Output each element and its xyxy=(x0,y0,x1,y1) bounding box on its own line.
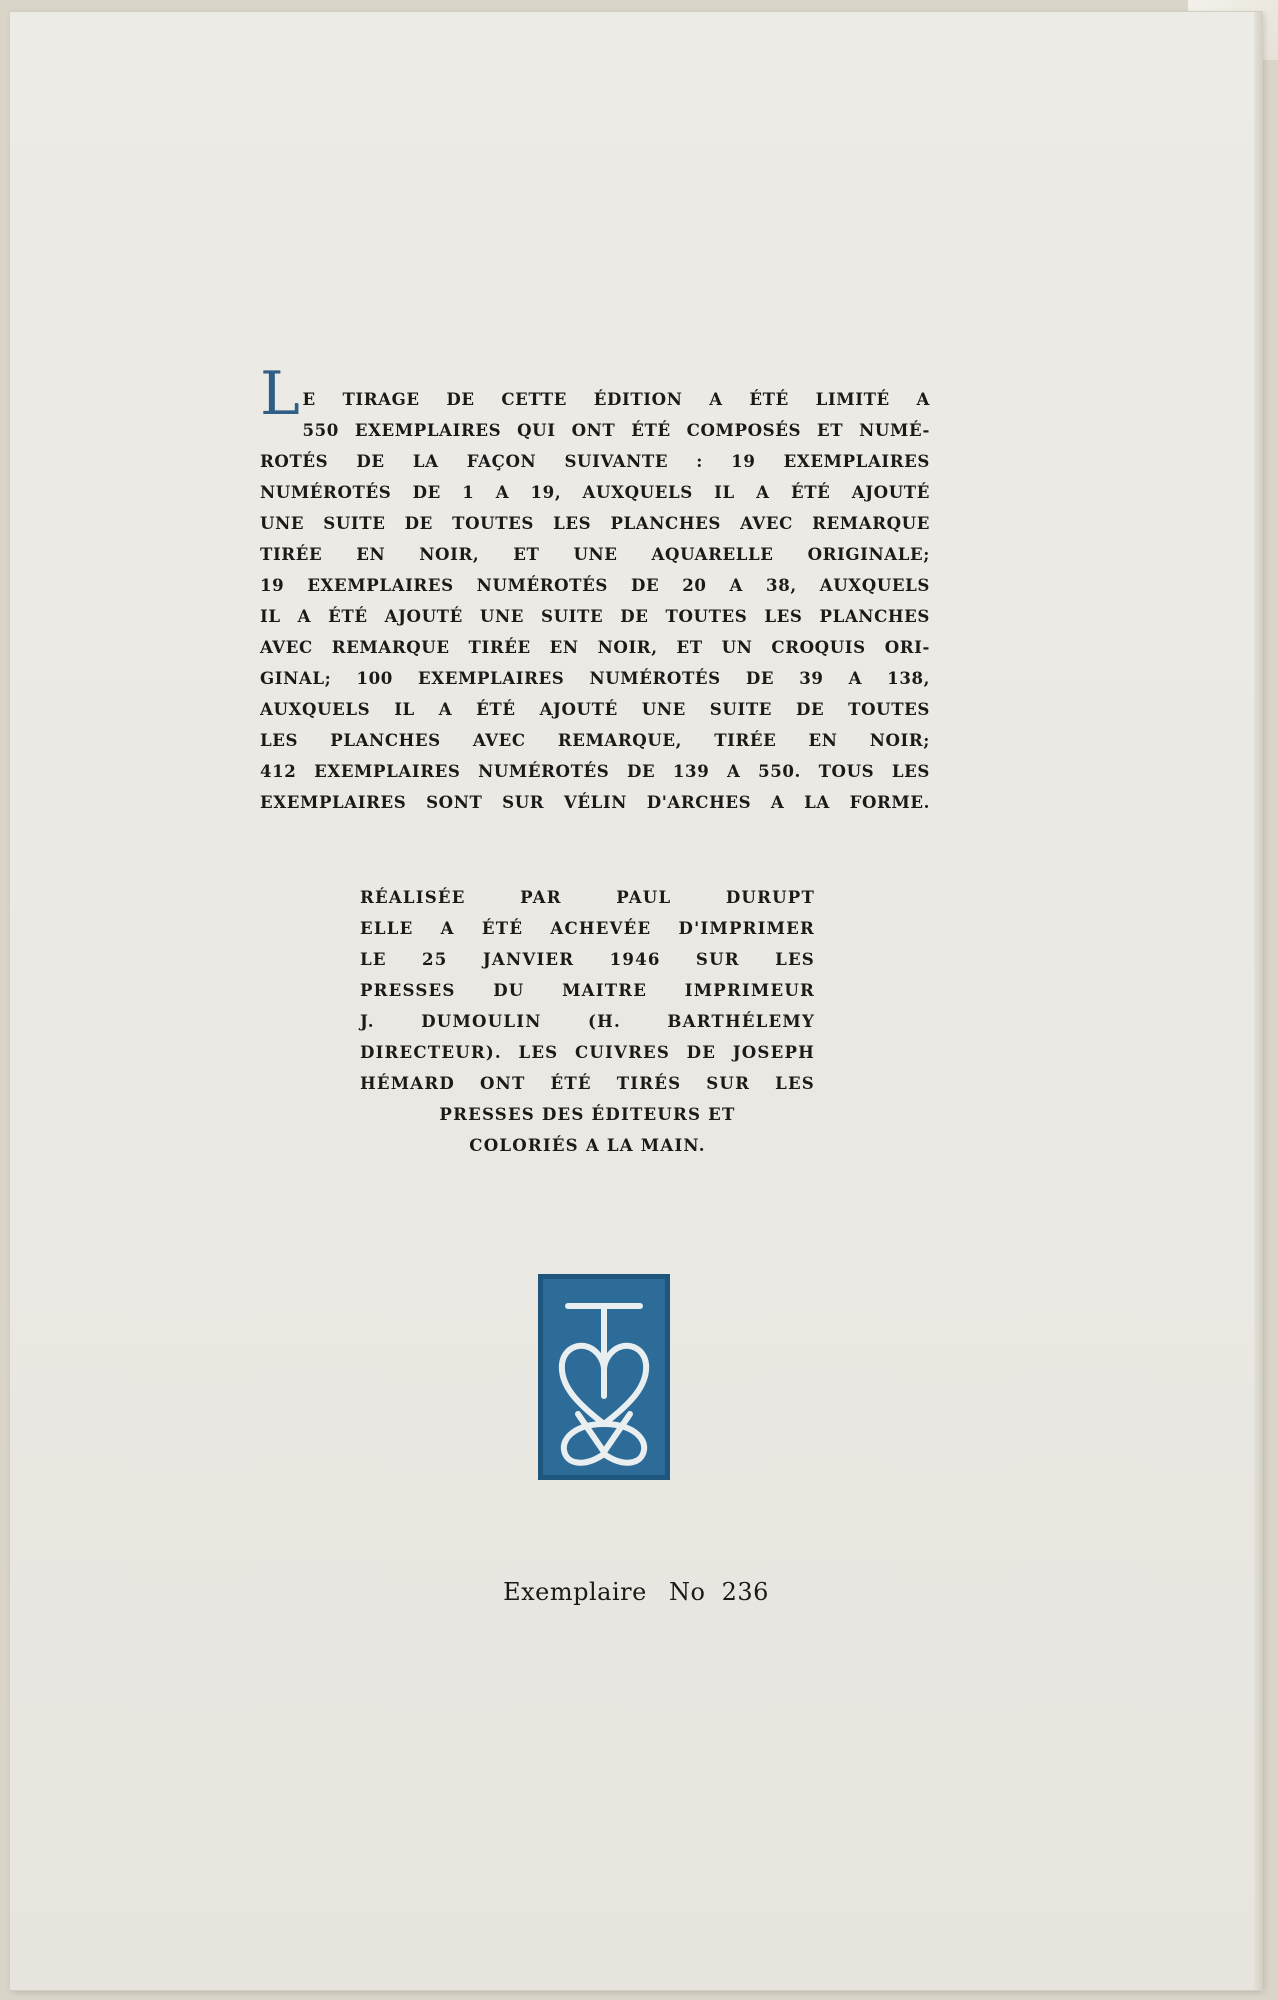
publisher-monogram-icon xyxy=(538,1274,670,1480)
drop-cap: L xyxy=(260,359,301,429)
number-sign: No xyxy=(668,1578,706,1606)
imprint-line: J. DUMOULIN (H. BARTHÉLEMY xyxy=(360,1011,815,1031)
colophon-line: 550 EXEMPLAIRES QUI ONT ÉTÉ COMPOSÉS ET NUMÉ- xyxy=(302,420,930,440)
imprint-line: ELLE A ÉTÉ ACHEVÉE D'IMPRIMER xyxy=(360,918,815,938)
colophon-line: NUMÉROTÉS DE 1 A 19, AUXQUELS IL A ÉTÉ AJOUTÉ xyxy=(260,482,930,502)
page-edge xyxy=(1254,12,1262,1990)
colophon-line: EXEMPLAIRES SONT SUR VÉLIN D'ARCHES A LA FORME. xyxy=(260,792,930,812)
colophon-line: 19 EXEMPLAIRES NUMÉROTÉS DE 20 A 38, AUXQUELS xyxy=(260,575,930,595)
imprint-line: RÉALISÉE PAR PAUL DURUPT xyxy=(360,887,815,907)
colophon-line: IL A ÉTÉ AJOUTÉ UNE SUITE DE TOUTES LES PLANCHES xyxy=(260,606,930,626)
colophon-paragraph xyxy=(260,359,930,818)
colophon-line: GINAL; 100 EXEMPLAIRES NUMÉROTÉS DE 39 A 138, xyxy=(260,668,930,688)
copy-number xyxy=(10,1578,1262,1606)
colophon-line: AUXQUELS IL A ÉTÉ AJOUTÉ UNE SUITE DE TOUTES xyxy=(260,699,930,719)
copy-number-value: 236 xyxy=(721,1578,769,1606)
imprint-line: PRESSES DES ÉDITEURS ET xyxy=(439,1104,736,1124)
imprint-line: LE 25 JANVIER 1946 SUR LES xyxy=(360,949,815,969)
colophon-line: 412 EXEMPLAIRES NUMÉROTÉS DE 139 A 550. TOUS LES xyxy=(260,761,930,781)
colophon-line: ROTÉS DE LA FAÇON SUIVANTE : 19 EXEMPLAIRES xyxy=(260,451,930,471)
copy-label: Exemplaire xyxy=(503,1578,647,1606)
colophon-line: LES PLANCHES AVEC REMARQUE, TIRÉE EN NOIR; xyxy=(260,730,930,750)
colophon-line: UNE SUITE DE TOUTES LES PLANCHES AVEC REMARQUE xyxy=(260,513,930,533)
imprint-line: COLORIÉS A LA MAIN. xyxy=(469,1135,706,1155)
colophon-line: TIRÉE EN NOIR, ET UNE AQUARELLE ORIGINALE; xyxy=(260,544,930,564)
imprint-line: PRESSES DU MAITRE IMPRIMEUR xyxy=(360,980,815,1000)
imprint-line: DIRECTEUR). LES CUIVRES DE JOSEPH xyxy=(360,1042,815,1062)
imprint-block xyxy=(360,882,815,1161)
page xyxy=(10,12,1262,1990)
colophon-line: E TIRAGE DE CETTE ÉDITION A ÉTÉ LIMITÉ A xyxy=(302,389,930,409)
imprint-line: HÉMARD ONT ÉTÉ TIRÉS SUR LES xyxy=(360,1073,815,1093)
colophon-line: AVEC REMARQUE TIRÉE EN NOIR, ET UN CROQUIS ORI- xyxy=(260,637,930,657)
